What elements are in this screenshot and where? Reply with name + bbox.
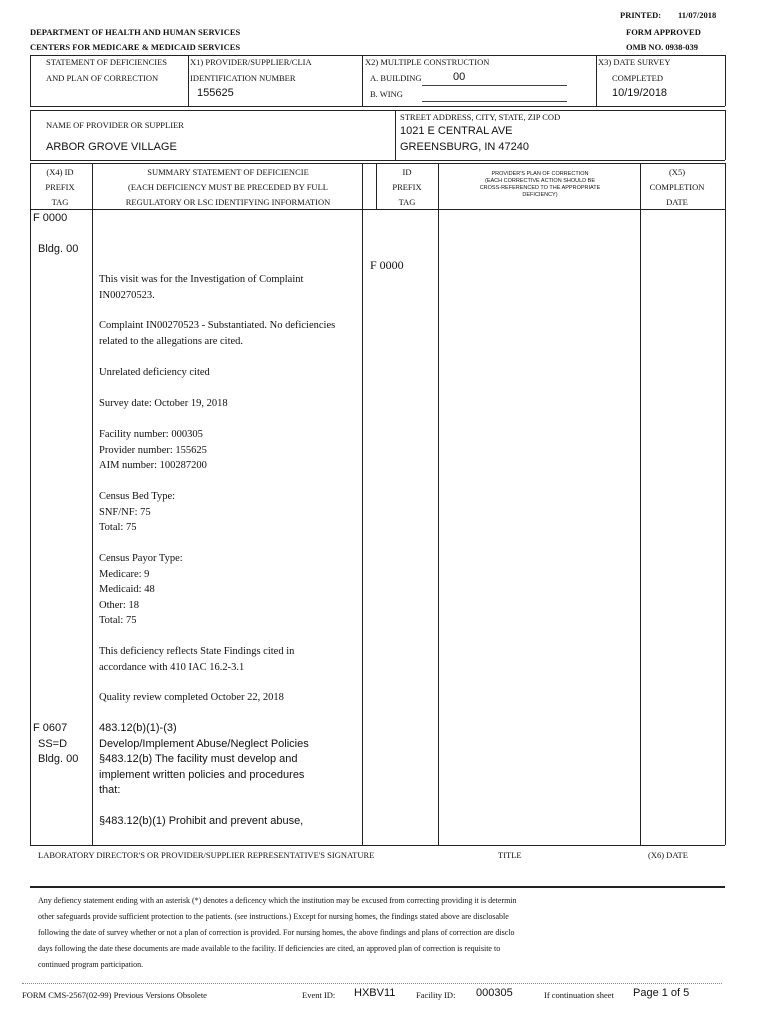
other: Other: 18 bbox=[99, 600, 139, 611]
omb-number: OMB NO. 0938-039 bbox=[626, 42, 699, 52]
plan-header-line1: PROVIDER'S PLAN OF CORRECTION bbox=[491, 171, 589, 177]
tag-f0607: F 0607 bbox=[33, 722, 68, 734]
form-number: FORM CMS-2567(02-99) Previous Versions Obsolete bbox=[22, 990, 207, 1000]
director-signature-label: LABORATORY DIRECTOR'S OR PROVIDER/SUPPLIER REPRESENTATIVE'S SIGNATURE bbox=[38, 850, 375, 860]
statement-label-line1: STATEMENT OF DEFICIENCIES bbox=[46, 57, 168, 67]
x3-label-line1: X3) DATE SURVEY bbox=[598, 57, 671, 67]
medicare: Medicare: 9 bbox=[99, 569, 150, 580]
bldg-f0607: Bldg. 00 bbox=[38, 753, 79, 765]
regulation-text: §483.12(b) The facility must develop and implement written policies and procedures that: bbox=[99, 753, 305, 796]
printed-date: 11/07/2018 bbox=[678, 10, 717, 20]
bldg-f0000: Bldg. 00 bbox=[38, 243, 79, 255]
census-payor-type: Census Payor Type: bbox=[99, 553, 183, 564]
provider-name: ARBOR GROVE VILLAGE bbox=[46, 141, 177, 153]
plan-header-line2: (EACH CORRECTIVE ACTION SHOULD BE bbox=[484, 178, 596, 184]
centers-title: CENTERS FOR MEDICARE & MEDICAID SERVICES bbox=[30, 42, 241, 52]
para-survey-date: Survey date: October 19, 2018 bbox=[99, 398, 228, 409]
footnote-line1: Any defiency statement ending with an asterisk (*) denotes a deficency which the institution may be excused from correcting providing it is determin bbox=[38, 896, 517, 905]
wing-underline bbox=[422, 101, 567, 102]
scope-severity: SS=D bbox=[38, 738, 68, 750]
facility-id: 000305 bbox=[476, 987, 513, 999]
id-header-line1: ID bbox=[402, 167, 412, 177]
para-investigation: This visit was for the Investigation of Complaint IN00270523. bbox=[99, 274, 304, 301]
aim-number: AIM number: 100287200 bbox=[99, 460, 207, 471]
census-bed-type: Census Bed Type: bbox=[99, 491, 176, 502]
x5-header-line2: COMPLETION bbox=[649, 182, 705, 192]
plan-header-line3: CROSS-REFERENCED TO THE APPROPRIATE bbox=[479, 185, 601, 191]
payor-total: Total: 75 bbox=[99, 615, 137, 626]
id-header-line3: TAG bbox=[398, 197, 416, 207]
footnote-line3: following the date of survey whether or not a plan of correction is provided. For nursing homes, the above findings and plans of correction are disclo bbox=[38, 928, 515, 937]
x4-header-line2: PREFIX bbox=[45, 182, 75, 192]
signature-top-line bbox=[30, 845, 725, 846]
address-line1: 1021 E CENTRAL AVE bbox=[400, 125, 513, 137]
statement-label-line2: AND PLAN OF CORRECTION bbox=[46, 73, 159, 83]
survey-date: 10/19/2018 bbox=[612, 87, 668, 99]
facility-number: Facility number: 000305 bbox=[99, 429, 203, 440]
x4-header-line1: (X4) ID bbox=[46, 167, 74, 177]
address-line2: GREENSBURG, IN 47240 bbox=[400, 141, 529, 153]
id-header-line2: PREFIX bbox=[392, 182, 422, 192]
footnote-line5: continued program participation. bbox=[38, 960, 144, 969]
regulation-text-2: §483.12(b)(1) Prohibit and prevent abuse, bbox=[99, 815, 304, 827]
snf-nf: SNF/NF: 75 bbox=[99, 507, 151, 518]
summary-header-line3: REGULATORY OR LSC IDENTIFYING INFORMATION bbox=[125, 197, 331, 207]
para-unrelated: Unrelated deficiency cited bbox=[99, 367, 210, 378]
regulation-title: Develop/Implement Abuse/Neglect Policies bbox=[99, 738, 309, 750]
provider-number-line: Provider number: 155625 bbox=[99, 445, 207, 456]
plan-header-line4: DEFICIENCY) bbox=[522, 192, 558, 198]
signature-bottom-line bbox=[30, 886, 725, 888]
para-complaint: Complaint IN00270523 - Substantiated. No deficiencies related to the allegations are cited. bbox=[99, 320, 336, 347]
x5-header-line1: (X5) bbox=[668, 167, 686, 177]
x2-label: X2) MULTIPLE CONSTRUCTION bbox=[365, 57, 490, 67]
para-quality-review: Quality review completed October 22, 2018 bbox=[99, 692, 284, 703]
provider-number: 155625 bbox=[197, 87, 234, 99]
x5-header-line3: DATE bbox=[666, 197, 688, 207]
summary-header-line2: (EACH DEFICIENCY MUST BE PRECEDED BY FULL bbox=[128, 182, 328, 192]
facility-id-label: Facility ID: bbox=[416, 990, 456, 1000]
x4-header-line3: TAG bbox=[51, 197, 69, 207]
id-tag-f0000: F 0000 bbox=[370, 258, 404, 272]
x3-label-line2: COMPLETED bbox=[612, 73, 663, 83]
continuation-label: If continuation sheet bbox=[544, 990, 614, 1000]
building-label: A. BUILDING bbox=[370, 73, 422, 83]
event-id-label: Event ID: bbox=[302, 990, 336, 1000]
event-id: HXBV11 bbox=[354, 987, 396, 999]
provider-name-label: NAME OF PROVIDER OR SUPPLIER bbox=[46, 120, 184, 130]
para-state-findings: This deficiency reflects State Findings cited in accordance with 410 IAC 16.2-3.1 bbox=[99, 646, 295, 673]
title-label: TITLE bbox=[498, 850, 522, 860]
bed-total: Total: 75 bbox=[99, 522, 137, 533]
printed-label: PRINTED: bbox=[620, 10, 662, 20]
x1-label-line1: X1) PROVIDER/SUPPLIER/CLIA bbox=[190, 57, 312, 67]
x1-label-line2: IDENTIFICATION NUMBER bbox=[190, 73, 296, 83]
address-label: STREET ADDRESS, CITY, STATE, ZIP COD bbox=[400, 112, 561, 122]
form-approved: FORM APPROVED bbox=[626, 27, 701, 37]
department-title: DEPARTMENT OF HEALTH AND HUMAN SERVICES bbox=[30, 27, 241, 37]
tag-f0000: F 0000 bbox=[33, 212, 68, 224]
building-value: 00 bbox=[453, 71, 466, 83]
footer-divider bbox=[22, 983, 722, 984]
medicaid: Medicaid: 48 bbox=[99, 584, 155, 595]
building-underline bbox=[422, 85, 567, 86]
footnote-line4: days following the date these documents are made available to the facility. If deficiencies are cited, an approved plan of correction is requisite to bbox=[38, 944, 501, 953]
footnote-line2: other safeguards provide sufficient protection to the patients. (see instructions.) Except for nursing homes, the findings stated above are disclosable bbox=[38, 912, 509, 921]
date-label: (X6) DATE bbox=[648, 850, 688, 860]
page-number: Page 1 of 5 bbox=[633, 987, 690, 999]
wing-label: B. WING bbox=[370, 89, 403, 99]
plan-header bbox=[440, 171, 640, 199]
summary-header-line1: SUMMARY STATEMENT OF DEFICIENCIE bbox=[147, 167, 309, 177]
regulation-ref: 483.12(b)(1)-(3) bbox=[99, 722, 177, 734]
